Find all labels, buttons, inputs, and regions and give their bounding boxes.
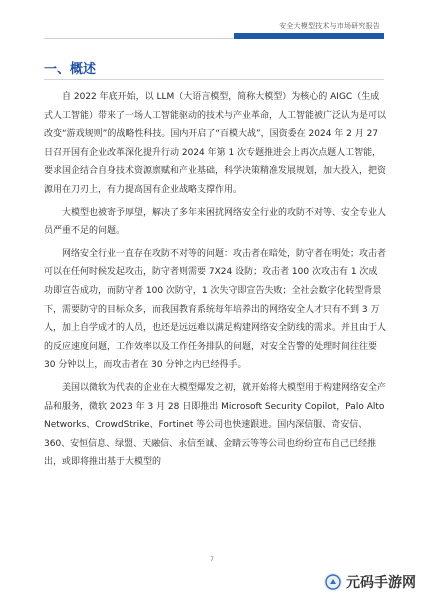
page-number: 7 xyxy=(210,556,214,563)
section-divider xyxy=(44,79,384,80)
header-title: 安全大模型技术与市场研究报告 xyxy=(279,22,380,30)
body-text xyxy=(44,88,386,476)
paragraph-4: 美国以微软为代表的企业在大模型爆发之初，就开始将大模型用于构建网络安全产品和服务，微软 2023 年 3 月 28 日即推出 Microsoft Security Copilot，Palo Alto Networks、CrowdStrike、Fortinet 等公司也快速跟进。国内深信服、奇安信、360、安恒信息、绿盟、天融信、永信至诚、金睛云等等公司也纷纷宣布自己已经推出，或即将推出基于大模型的 xyxy=(44,382,387,468)
watermark-logo-icon xyxy=(324,573,342,591)
section-title: 一、概述 xyxy=(44,62,97,77)
watermark xyxy=(324,572,416,592)
watermark-text: 元码手游网 xyxy=(346,575,416,591)
paragraph-3: 网络安全行业一直存在攻防不对等的问题：攻击者在暗处，防守者在明处；攻击者可以在任何时候发起攻击，防守者则需要 7X24 设防；攻击者 100 次攻击有 1 次成功即宣告成功，而防守者 100 次防守，1 次失守即宣告失败；全社会数字化转型背景下，需要防守的目标众多，而我国教育系统每年培养出的网络安全人才只有不到 3 万人，加上自学成才的人员，也还是远远难以满足构建网络安全防线的需求。并且由于人的反应速度问题，工作效率以及工作任务排队的问题，对安全告警的处理时间往往要 30 分钟以上，而攻击者在 30 分钟之内已经得手。 xyxy=(44,248,387,371)
header-rule xyxy=(44,38,234,39)
paragraph-1: 自 2022 年底开始，以 LLM（大语言模型，简称大模型）为核心的 AIGC（生成式人工智能）带来了一场人工智能驱动的技术与产业革命，人工智能被广泛认为是可以改变“游戏规则”的战略性科技。国内开启了“百模大战”，国资委在 2024 年 2 月 27 日召开国有企业改革深化提升行动 2024 年第 1 次专题推进会上再次点题人工智能，要求国企结合自身技术资源禀赋和产业基础，科学决策精准发展规划，加大投入，把资源用在刀刃上，有力提高国有企业战略支撑作用。 xyxy=(44,92,387,195)
paragraph-2: 大模型也被寄予厚望，解决了多年来困扰网络安全行业的攻防不对等、安全专业人员严重不足的问题。 xyxy=(44,207,387,237)
header-accent-bar xyxy=(234,33,384,39)
